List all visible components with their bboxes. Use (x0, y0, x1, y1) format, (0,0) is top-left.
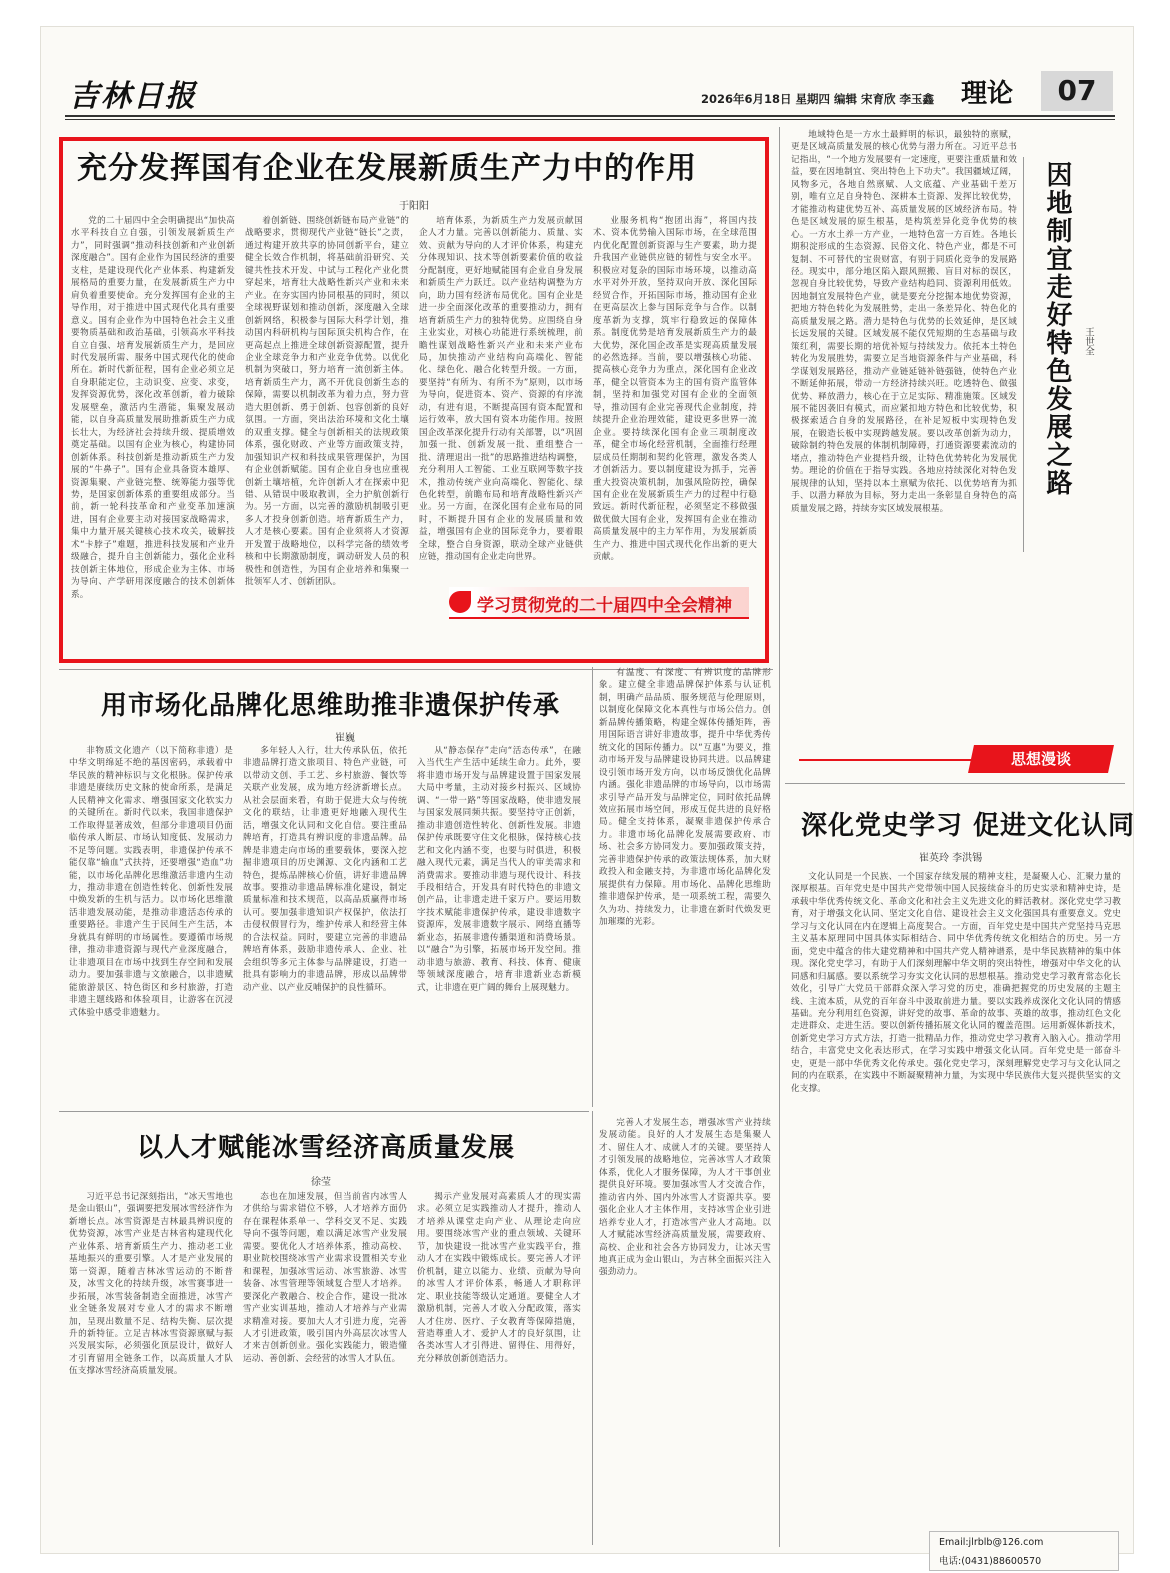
section-divider (785, 783, 1125, 784)
article2-col-2: 多年轻人入行，壮大传承队伍，依托非遗品牌打造文旅项目、特色产业链，可以带动文创、手工艺、乡村旅游、餐饮等关联产业发展，成为地方经济新增长点。从社会层面来看，有助于促进大众与传统文化的联结，让非遗更好地融入现代生活，增强文化认同和文化自信。要注重品牌培育，打造具有辨识度的非遗品牌。品牌是非遗走向市场的重要载体，要深入挖掘非遗项目的历史渊源、文化内涵和工艺特色，提炼品牌核心价值，讲好非遗品牌故事。要推动非遗品牌标准化建设，制定质量标准和技术规范，以高品质赢得市场认可。要加强非遗知识产权保护，依法打击侵权假冒行为，维护传承人和经营主体的合法权益。同时，要建立完善的非遗品牌培育体系，鼓励非遗传承人、企业、社会组织等多元主体参与品牌建设，打造一批具有影响力的非遗品牌，形成以品牌带动产业、以产业反哺保护的良性循环。 (243, 746, 407, 993)
column-divider (592, 1111, 593, 1545)
article3-title: 深化党史学习 促进文化认同 (801, 811, 1136, 841)
lead-article-col-2: 着创新链、围绕创新链布局产业链”的战略要求，贯彻现代产业链“链长”之责，通过构建开放共享的协同创新平台，建立健全长效合作机制，将基础前沿研究、关键共性技术开发、中试与工程化产业化贯穿起来，培育壮大战略性新兴产业和未来产业。在夯实国内协同根基的同时，须以全球视野谋划和推动创新，深度融入全球创新网络，积极参与国际大科学计划，推动国内科研机构与国际顶尖机构合作，在更高起点上推进全球创新资源配置，提升企业全球竞争力和产业竞争优势。以优化机制为突破口，努力培育一流创新主体。培育新质生产力，离不开优良创新生态的保障，需要以机制改革为着力点，努力营造大胆创新、勇于创新、包容创新的良好氛围。一方面，突出法治环境和文化土壤的双重支撑。健全与创新相关的法规政策体系，强化财政、产业等方面政策支持，加强知识产权和科技成果管理保护，为国有企业创新赋能。国有企业自身也应重视创新土壤培植，允许创新人才在探索中犯错、从错误中吸取教训，全力护航创新行为。另一方面，以完善的激励机制吸引更多人才投身创新创造。培育新质生产力，人才是核心要素。国有企业须将人才资源开发置于战略地位，以科学完备的绩效考核和中长期激励制度，调动研发人员的积极性和创造性，为国有企业培养和集聚一批领军人才、创新团队。 (245, 216, 409, 588)
theme-banner-text: 学习贯彻党的二十届四中全会精神 (477, 596, 732, 616)
column-tag: 思想漫谈 (968, 745, 1114, 773)
article2-author: 崔巍 (335, 733, 355, 744)
contact-phone: 电话:(0431)88600570 (939, 1556, 1042, 1567)
newspaper-page (40, 26, 1136, 1567)
page-number: 07 (1041, 71, 1113, 111)
dateline: 2026年6月18日 星期四 编辑 宋育欣 李玉鑫 (701, 92, 935, 106)
section-name: 理论 (961, 79, 1014, 109)
article4-author: 徐莹 (311, 1177, 331, 1188)
article4-col-4: 完善人才发展生态，增强冰雪产业持续发展动能。良好的人才发展生态是集聚人才、留住人才、成就人才的关键。要坚持人才引领发展的战略地位，完善冰雪人才政策体系，优化人才服务保障，为人才干事创业提供良好环境。要加强冰雪人才交流合作，推动省内外、国内外冰雪人才资源共享。要强化企业人才主体作用，支持冰雪企业引进培养专业人才，打造冰雪产业人才高地。以人才赋能冰雪经济高质量发展，需要政府、高校、企业和社会各方协同发力，让冰天雪地真正成为金山银山，为吉林全面振兴注入强劲动力。 (599, 1118, 771, 1278)
lead-article-title: 充分发挥国有企业在发展新质生产力中的作用 (77, 151, 697, 186)
newspaper-logo: 吉林日报 (69, 79, 197, 114)
lead-article-author: 于阳阳 (399, 201, 429, 212)
contact-email: Email:jlrblb@126.com (939, 1537, 1044, 1548)
article3-authors: 崔英玲 李洪锡 (919, 853, 983, 864)
article4-col-3: 揭示产业发展对高素质人才的现实需求。必须立足实践推动人才提升，推动人才培养从课堂走向产业、从理论走向应用。要围绕冰雪产业的重点领域、关键环节，加快建设一批冰雪产业实践平台，推动人才在实践中锻炼成长。要完善人才评价机制，建立以能力、业绩、贡献为导向的冰雪人才评价体系，畅通人才职称评定、职业技能等级认定通道。要健全人才激励机制，完善人才收入分配政策，落实人才住房、医疗、子女教育等保障措施，营造尊重人才、爱护人才的良好氛围，让各类冰雪人才引得进、留得住、用得好，充分释放创新创造活力。 (417, 1192, 581, 1364)
title-divider (1023, 157, 1024, 552)
lead-article-col-4: 业服务机构“抱团出海”，将国内技术、资本优势输入国际市场，在全球范围内优化配置创新资源与生产要素，助力提升我国产业链供应链的韧性与安全水平。积极应对复杂的国际市场环境，以推动高水平对外开放，坚持双向开放、深化国际经贸合作，开拓国际市场，推动国有企业在更高层次上参与国际竞争与合作。以制度革新为支撑，筑牢行稳致远的保障体系。制度优势是培育发展新质生产力的最大优势，深化国企改革是实现高质量发展的必然选择。当前，要以增强核心功能、提高核心竞争力为重点，深化国有企业改革，健全以管资本为主的国有资产监管体制，坚持和加强党对国有企业的全面领导，推动国有企业完善现代企业制度，持续提升企业治理效能，建设更多世界一流企业。要持续深化国有企业三项制度改革，健全市场化经营机制，全面推行经理层成员任期制和契约化管理，激发各类人才创新活力。要以制度建设为抓手，完善重大投资决策机制，加强风险防控，确保国有企业在发展新质生产力的过程中行稳致远。新时代新征程，必须坚定不移做强做优做大国有企业，发挥国有企业在推动高质量发展中的主力军作用，为发展新质生产力、推进中国式现代化作出新的更大贡献。 (593, 216, 757, 563)
article2-col-3: 从“静态保存”走向“活态传承”，在融入当代生产生活中延续生命力。此外，要将非遗市场开发与品牌建设置于国家发展大局中考量，主动对接乡村振兴、区域协调、“一带一路”等国家战略，使非遗发展与国家发展同频共振。要坚持守正创新，推动非遗创造性转化、创新性发展。非遗保护传承既要守住文化根脉，保持核心技艺和文化内涵不变，也要与时俱进，积极融入现代元素，满足当代人的审美需求和消费需求。要推动非遗与现代设计、科技手段相结合，开发具有时代特色的非遗文创产品，让非遗走进千家万户。要运用数字技术赋能非遗保护传承，建设非遗数字资源库，发展非遗数字展示、网络直播等新业态，拓展非遗传播渠道和消费场景。以“融合”为引擎，拓展市场开发空间。推动非遗与旅游、教育、科技、体育、健康等领域深度融合，培育非遗新业态新模式，让非遗在更广阔的舞台上展现魅力。 (417, 746, 581, 993)
masthead (41, 27, 1135, 123)
article4-col-2: 态也在加速发展，但当前省内冰雪人才供给与需求错位不够，人才培养方面仍存在课程体系单一、学科交叉不足、实践导向不强等问题，难以满足冰雪产业发展需要。要优化人才培养体系，推动高校、职业院校围绕冰雪产业需求设置相关专业和课程，加强冰雪运动、冰雪旅游、冰雪装备、冰雪管理等领域复合型人才培养。要深化产教融合、校企合作，建设一批冰雪产业实训基地，推动人才培养与产业需求精准对接。要加大人才引进力度，完善人才引进政策，吸引国内外高层次冰雪人才来吉创新创业。强化实践能力，锻造懂运动、善创新、会经营的冰雪人才队伍。 (243, 1192, 407, 1364)
masthead-rule-thin (65, 119, 1115, 120)
right-article-author: 王世全 (1083, 327, 1094, 356)
lead-article-col-3: 培育体系，为新质生产力发展贡献国企人才力量。完善以创新能力、质量、实效、贡献为导向的人才评价体系，构建充分体现知识、技术等创新要素价值的收益分配制度，更好地赋能国有企业自身发展和新质生产力跃迁。以产业结构调整为方向，助力国有经济布局优化。国有企业是进一步全面深化改革的重要推动力，拥有培育新质生产力的独特优势。应围绕自身主业实业，对核心功能进行系统梳理，前瞻性谋划战略性新兴产业和未来产业布局，加快推动产业结构向高端化、智能化、绿色化、融合化转型升级。一方面，要坚持“有所为、有所不为”原则，以市场为导向，促进资本、资产、资源的有序流动，有进有退，不断提高国有资本配置和运行效率，放大国有资本功能作用。按照国企改革深化提升行动有关部署，以“巩固加强一批、创新发展一批、重组整合一批、清理退出一批”的思路推进结构调整，充分利用人工智能、工业互联网等数字技术，推动传统产业向高端化、智能化、绿色化转型，前瞻布局和培育战略性新兴产业。另一方面，在深化国有企业布局的同时，不断提升国有企业的发展质量和效益，增强国有企业的国际竞争力，要着眼全球，整合自身资源，联动全球产业链供应链，推动国有企业走向世界。 (419, 216, 583, 563)
article3-body: 文化认同是一个民族、一个国家存续发展的精神支柱，是凝聚人心、汇聚力量的深厚根基。百年党史是中国共产党带领中国人民接续奋斗的历史实录和精神史诗，是承载中华优秀传统文化、革命文化和社会主义先进文化的鲜活教材。深化党史学习教育，对于增强文化认同、坚定文化自信、建设社会主义文化强国具有重要意义。党史学习与文化认同在内在逻辑上高度契合。一方面，百年党史是中国共产党坚持马克思主义基本原理同中国具体实际相结合、同中华优秀传统文化相结合的历史。另一方面，党史中蕴含的伟大建党精神和中国共产党人精神谱系，是中华民族精神的集中体现。深化党史学习，有助于人们深刻理解中华文明的突出特性，增强对中华文化的认同感和归属感。要以系统学习夯实文化认同的思想根基。推动党史学习教育常态化长效化，引导广大党员干部群众深入学习党的历史，准确把握党的历史发展的主题主线、主流本质，从党的百年奋斗中汲取前进力量。要以实践养成深化文化认同的情感基础。充分利用红色资源，讲好党的故事、革命的故事、英雄的故事，推动红色文化走进群众、走进生活。要以创新传播拓展文化认同的覆盖范围。运用新媒体新技术，创新党史学习方式方法，打造一批精品力作，推动党史学习教育入脑入心。推动学用结合，丰富党史文化表达形式，在学习实践中增强文化认同。百年党史是一部奋斗史，更是一部中华优秀文化传承史。强化党史学习，深刻理解党史学习与文化认同之间的内在联系，在实践中不断凝聚精神力量，为实现中华民族伟大复兴提供坚实的文化支撑。 (791, 872, 1121, 1094)
banner-flag-icon (449, 591, 471, 613)
tag-rule (799, 759, 971, 761)
right-article-body: 地域特色是一方水土最鲜明的标识，最独特的禀赋，更是区域高质量发展的核心优势与潜力所在。习近平总书记指出，“一个地方发展要有一定速度，更要注重质量和效益，要在因地制宜、突出特色上下功夫”。我国疆域辽阔，风物多元，各地自然禀赋、人文底蕴、产业基础千差万别，唯有立足自身特色、深耕本土资源、发挥比较优势，才能推动构建优势互补、高质量发展的区域经济布局。特色是区域发展的原生根基，是构筑差异化竞争优势的核心。一方水土养一方产业，一地特色富一方百姓。各地长期积淀形成的生态资源、民俗文化、特色产业，都是不可复制、不可替代的宝贵财富，有别于同质化竞争的发展路径。现实中，部分地区陷入跟风照搬、盲目对标的误区，忽视自身比较优势，导致产业结构趋同、资源利用低效。因地制宜发展特色产业，就是要充分挖掘本地优势资源，把地方特色转化为发展胜势，走出一条差异化、特色化的高质量发展之路。潜力是特色与优势的长效延伸，是区域长远发展的关键。区域发展不能仅凭短期的生态基础与政策红利，需要长期的培优补短与持续发力。依托本土特色转化为发展胜势，需要立足当地资源条件与产业基础，科学谋划发展路径，推动产业链延链补链强链，使特色产业不断延伸拓展，带动一方经济持续兴旺。吃透特色、做强优势、释放潜力，核心在于立足实际、精准施策。区域发展不能因袭旧有模式，而应紧扣地方特色和比较优势，积极探索适合自身的发展路径，在补足短板中实现特色发展，在锻造长板中实现跨越发展。要以改革创新为动力，破除制约特色发展的体制机制障碍，打通资源要素流动的堵点，推动特色产业提档升级，让特色优势转化为发展优势。理论的价值在于指导实践。各地应持续深化对特色发展规律的认知，坚持以本土禀赋为依托、以优势培育为抓手、以潜力释放为目标，努力走出一条彰显自身特色的高质量发展之路，持续夯实区域发展根基。 (791, 130, 1017, 514)
masthead-rule (65, 115, 1115, 117)
right-article-title: 因地制宜走好特色发展之路 (1042, 161, 1072, 497)
column-divider (779, 127, 780, 1547)
lead-article-col-1: 党的二十届四中全会明确提出“加快高水平科技自立自强，引领发展新质生产力”，同时强调“推动科技创新和产业创新深度融合”。国有企业作为国民经济的重要支柱，是建设现代化产业体系、构建新发展格局的重要力量，在发展新质生产力中肩负着重要使命。充分发挥国有企业的主导作用，对于推进中国式现代化具有重要意义。国有企业作为中国特色社会主义重要物质基础和政治基础，引领高水平科技自立自强、培育发展新质生产力，是回应时代发展所需、服务中国式现代化的使命所在。新时代新征程，国有企业必须立足自身职能定位，主动识变、应变、求变，发挥资源优势，深化改革创新，着力破除发展壁垒，激活内生潜能，集聚发展动能，以自身高质量发展助推新质生产力成长壮大，为经济社会持续升级、提质增效奠定基础。以国有企业为核心，构建协同创新体系。科技创新是推动新质生产力发展的“牛鼻子”。国有企业具备资本雄厚、资源集聚、产业链完整、统筹能力强等优势，是国家创新体系的重要组成部分。当前，新一轮科技革命和产业变革加速演进，国有企业要主动对接国家战略需求，集中力量开展关键核心技术攻关，破解技术“卡脖子”难题，推进科技发展和产业升级融合，提升自主创新能力，强化企业科技创新主体地位，形成企业为主体、市场为导向、产学研用深度融合的技术创新体系。 (71, 216, 235, 600)
article4-col-1: 习近平总书记深刻指出，“冰天雪地也是金山银山”，强调要把发展冰雪经济作为新增长点。冰雪资源是吉林最具辨识度的优势资源，冰雪产业是吉林省构建现代化产业体系、培育新质生产力、推动老工业基地振兴的重要引擎。人才是产业发展的第一资源，随着吉林冰雪运动的不断普及，冰雪文化的持续升级，冰雪赛事进一步拓展，冰雪装备制造全面推进，冰雪产业全链条发展对专业人才的需求不断增加，呈现出数量不足、结构失衡、层次提升的新特征。立足吉林冰雪资源禀赋与振兴发展实际，必须强化顶层设计，做好人才引育留用全链条工作，以高质量人才队伍支撑冰雪经济高质量发展。 (69, 1192, 233, 1377)
article2-col-1: 非物质文化遗产（以下简称非遗）是中华文明绵延不绝的基因密码，承载着中华民族的精神标识与文化根脉。保护传承非遗是赓续历史文脉的使命所系，是满足人民精神文化需求、增强国家文化软实力的关键所在。新时代以来，我国非遗保护工作取得显著成效，但部分非遗项目仍面临传承人断层、市场认知度低、发展动力不足等问题。实践表明，非遗保护传承不能仅靠“输血”式扶持，还要增强“造血”功能，以市场化品牌化思维激活非遗内生动力，推动非遗在创造性转化、创新性发展中焕发新的生机与活力。以市场化思维激活非遗发展动能，是推动非遗活态传承的重要路径。非遗产生于民间生产生活，本身就具有鲜明的市场属性。要遵循市场规律，推动非遗资源与现代产业深度融合，让非遗项目在市场中找到生存空间和发展动力。要加强非遗与文旅融合，以非遗赋能旅游景区、特色街区和乡村旅游，打造非遗主题线路和体验项目，让游客在沉浸式体验中感受非遗魅力。 (69, 746, 233, 1018)
column-divider (592, 667, 593, 1107)
theme-banner (449, 587, 749, 619)
article2-col-4: 有温度、有深度、有辨识度的品牌形象。建立健全非遗品牌保护体系与认证机制，明确产品品质、服务规范与伦理原则，以制度化保障文化本真性与市场公信力。创新品牌传播策略，构建全媒体传播矩阵，善用国际语言讲好非遗故事，提升中华优秀传统文化的国际传播力。以“互惠”为要义，推动市场开发与品牌建设协同共进。以品牌建设引领市场开发方向，以市场反馈优化品牌内涵。强化非遗品牌的市场导向，以市场需求引导产品开发与品牌定位，同时依托品牌效应拓展市场空间，形成互促共进的良好格局。健全支持体系，凝聚非遗保护传承合力。非遗市场化品牌化发展需要政府、市场、社会多方协同发力。要加强政策支持，完善非遗保护传承的政策法规体系，加大财政投入和金融支持，为非遗市场化品牌化发展提供有力保障。用市场化、品牌化思维助推非遗保护传承，是一项系统工程，需要久久为功、持续发力，让非遗在新时代焕发更加璀璨的光彩。 (599, 668, 771, 928)
article4-title: 以人才赋能冰雪经济高质量发展 (137, 1133, 516, 1163)
section-divider (59, 1111, 589, 1112)
article2-title: 用市场化品牌化思维助推非遗保护传承 (101, 691, 561, 721)
